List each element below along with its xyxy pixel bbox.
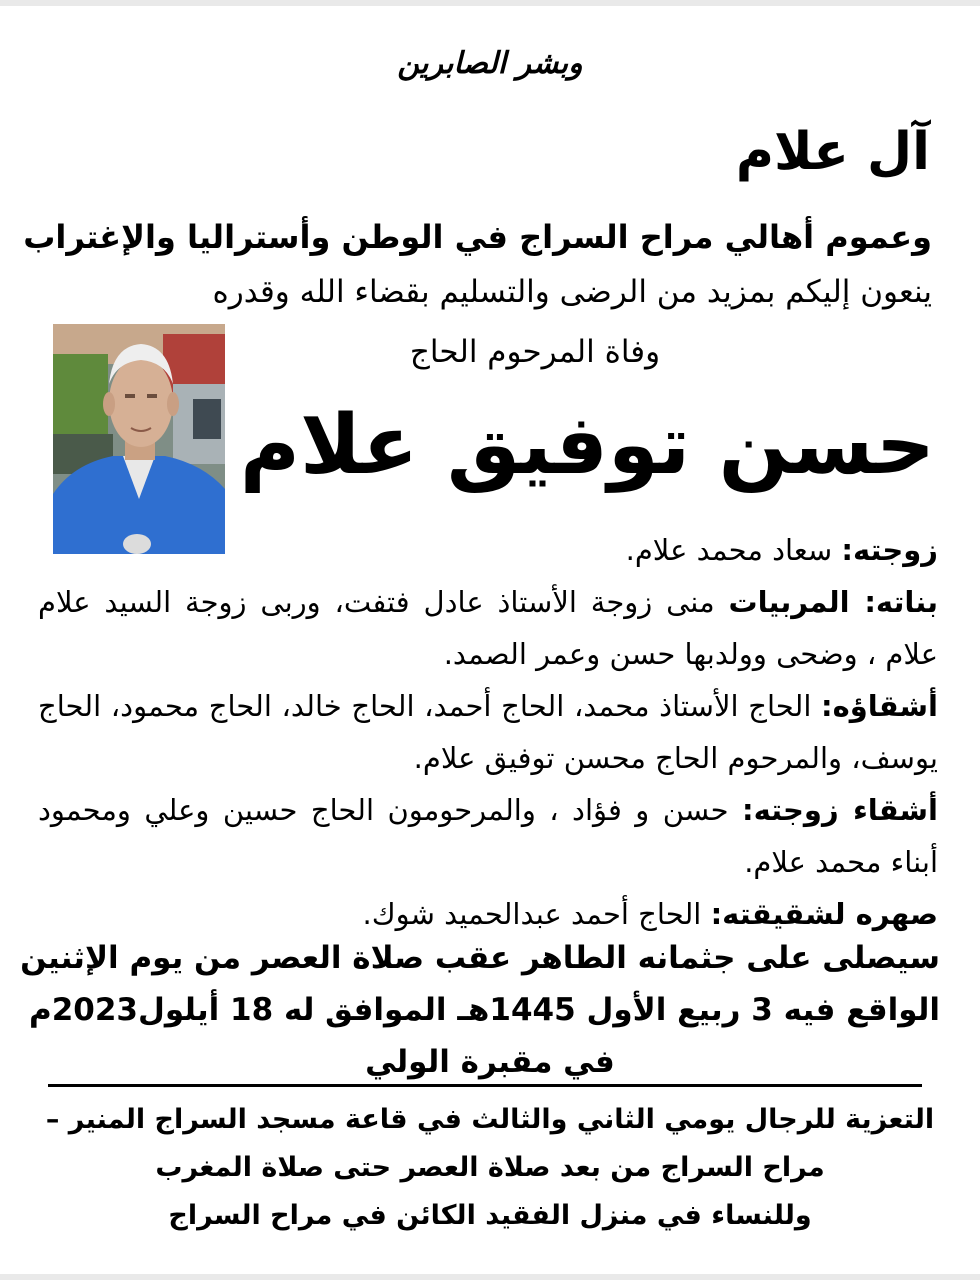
detail-label: بناته: [864, 585, 939, 619]
condolence-line-2: مراح السراج من بعد صلاة العصر حتى صلاة المغرب [155, 1152, 825, 1183]
family-name: آل علام [735, 122, 930, 182]
detail-text: الحاج الأستاذ محمد، الحاج أحمد، الحاج خالد، الحاج محمود، الحاج يوسف، والمرحوم الحاج محسن توفيق علام. [38, 689, 938, 775]
deceased-name: حسن توفيق علام [239, 398, 935, 493]
detail-brothers [38, 680, 938, 784]
obituary-notice [0, 6, 980, 1274]
announcement-line-2: ينعون إليكم بمزيد من الرضى والتسليم بقضاء الله وقدره [212, 274, 932, 310]
quran-verse: وبشر الصابرين [397, 46, 583, 81]
detail-label: أشقاؤه: [821, 689, 938, 723]
detail-label: صهره لشقيقته: [710, 897, 938, 931]
announcement-line-3: وفاة المرحوم الحاج [409, 334, 661, 370]
detail-text: الحاج أحمد عبدالحميد شوك. [362, 897, 711, 931]
condolence-line-3: وللنساء في منزل الفقيد الكائن في مراح السراج [168, 1200, 812, 1231]
divider [48, 1084, 922, 1087]
funeral-prayer-info [20, 932, 940, 1088]
detail-daughters [38, 576, 938, 680]
detail-wife-brothers [38, 784, 938, 888]
detail-text: سعاد محمد علام. [625, 533, 842, 567]
detail-label: زوجته: [841, 533, 938, 567]
prayer-line-1: سيصلى على جثمانه الطاهر عقب صلاة العصر من يوم الإثنين [20, 940, 940, 976]
prayer-line-2: الواقع فيه 3 ربيع الأول 1445هـ الموافق له 18 أيلول2023م [28, 992, 940, 1028]
announcement-line-1: وعموم أهالي مراح السراج في الوطن وأستراليا والإغتراب [23, 218, 932, 256]
deceased-photo [53, 324, 225, 554]
detail-label: أشقاء زوجته: [742, 793, 938, 827]
condolence-info [40, 1096, 940, 1240]
detail-text: منى زوجة الأستاذ عادل فتفت، وربى زوجة السيد علام علام ، وضحى وولدبها حسن وعمر الصمد. [38, 585, 938, 671]
detail-highlight: المربيات [728, 585, 865, 619]
detail-wife [38, 524, 938, 576]
condolence-line-1: التعزية للرجال يومي الثاني والثالث في قاعة مسجد السراج المنير – [45, 1104, 935, 1135]
family-details [38, 524, 938, 940]
prayer-line-3: في مقبرة الولي [365, 1044, 615, 1080]
detail-text: حسن و فؤاد ، والمرحومون الحاج حسين وعلي ومحمود أبناء محمد علام. [38, 793, 938, 879]
